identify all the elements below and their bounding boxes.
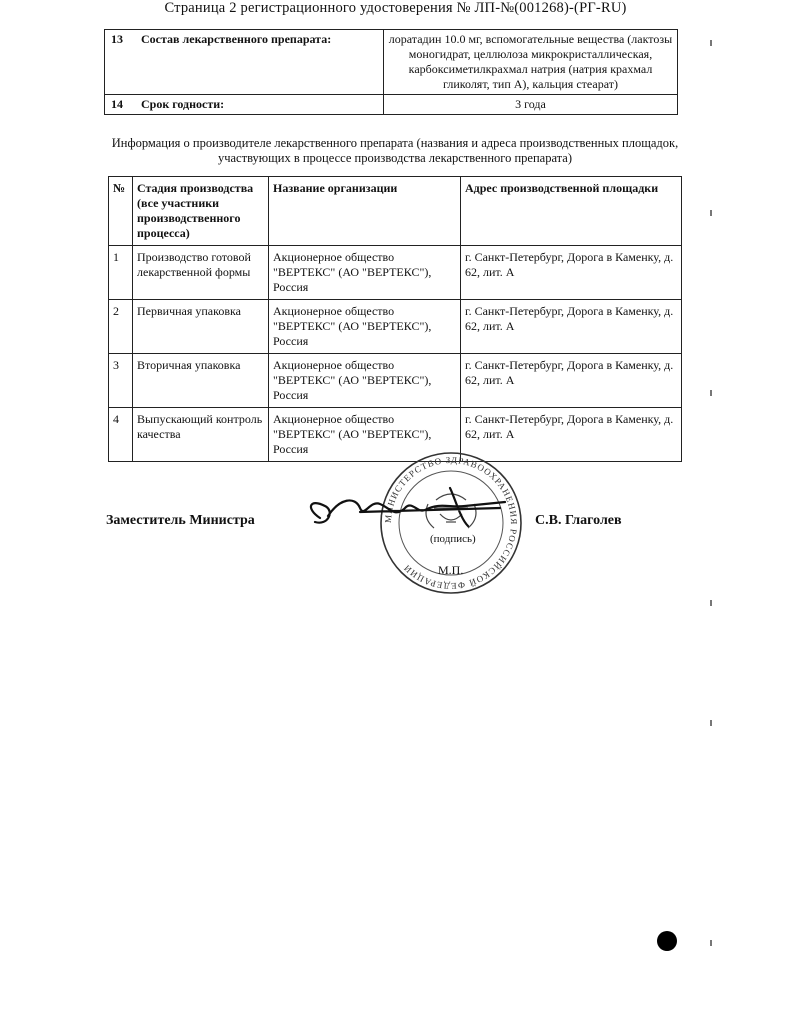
cell-number: 2 <box>109 300 133 354</box>
cell-stage: Производство готовой лекарственной формы <box>133 246 269 300</box>
page-header: Страница 2 регистрационного удостоверения № ЛП-№(001268)-(РГ-RU) <box>164 0 627 16</box>
cell-stage: Выпускающий контроль качества <box>133 408 269 462</box>
cell-address: г. Санкт-Петербург, Дорога в Каменку, д. 62, лит. А <box>461 246 682 300</box>
cell-address: г. Санкт-Петербург, Дорога в Каменку, д. 62, лит. А <box>461 354 682 408</box>
signatory-name: С.В. Глаголев <box>535 513 622 528</box>
cell-organization: Акционерное общество "ВЕРТЕКС" (АО "ВЕРТЕКС"), Россия <box>269 354 461 408</box>
signature-caption: (подпись) <box>430 533 476 545</box>
row-label: Срок годности: <box>137 95 384 115</box>
margin-tick <box>710 390 712 396</box>
production-sites-table <box>108 176 682 462</box>
table-row <box>105 95 678 115</box>
cell-organization: Акционерное общество "ВЕРТЕКС" (АО "ВЕРТЕКС"), Россия <box>269 408 461 462</box>
column-header-organization: Название организации <box>269 177 461 246</box>
handwritten-signature-icon <box>300 478 530 538</box>
cell-stage: Вторичная упаковка <box>133 354 269 408</box>
cell-number: 3 <box>109 354 133 408</box>
row-number: 13 <box>105 30 138 95</box>
margin-tick <box>710 720 712 726</box>
stamp-text: МИНИСТЕРСТВО ЗДРАВООХРАНЕНИЯ РОССИЙСКОЙ ФЕДЕРАЦИИ <box>382 454 520 592</box>
cell-organization: Акционерное общество "ВЕРТЕКС" (АО "ВЕРТЕКС"), Россия <box>269 246 461 300</box>
cell-number: 1 <box>109 246 133 300</box>
signatory-position: Заместитель Министра <box>106 513 255 528</box>
column-header-number: № <box>109 177 133 246</box>
column-header-stage: Стадия производства (все участники производственного процесса) <box>133 177 269 246</box>
margin-tick <box>710 40 712 46</box>
cell-stage: Первичная упаковка <box>133 300 269 354</box>
punch-hole-dot <box>657 931 677 951</box>
composition-table <box>104 29 678 115</box>
cell-number: 4 <box>109 408 133 462</box>
cell-organization: Акционерное общество "ВЕРТЕКС" (АО "ВЕРТЕКС"), Россия <box>269 300 461 354</box>
margin-tick <box>710 210 712 216</box>
margin-tick <box>710 940 712 946</box>
column-header-address: Адрес производственной площадки <box>461 177 682 246</box>
cell-address: г. Санкт-Петербург, Дорога в Каменку, д. 62, лит. А <box>461 300 682 354</box>
row-number: 14 <box>105 95 138 115</box>
table-row <box>109 354 682 408</box>
row-value: лоратадин 10.0 мг, вспомогательные вещества (лактозы моногидрат, целлюлоза микрокристаллическая, карбоксиметилкрахмал натрия (натрия крахмал гликолят, тип А), кальция стеарат) <box>384 30 678 95</box>
table-row <box>109 246 682 300</box>
margin-tick <box>710 600 712 606</box>
stamp-place-mark: М.П. <box>438 563 464 577</box>
table-row <box>105 30 678 95</box>
row-value: 3 года <box>384 95 678 115</box>
table-header-row <box>109 177 682 246</box>
row-label: Состав лекарственного препарата: <box>137 30 384 95</box>
manufacturer-info-heading: Информация о производителе лекарственного препарата (названия и адреса производственных площадок, участвующих в процессе производства лекарственного препарата) <box>111 136 679 165</box>
table-row <box>109 300 682 354</box>
cell-address: г. Санкт-Петербург, Дорога в Каменку, д. 62, лит. А <box>461 408 682 462</box>
